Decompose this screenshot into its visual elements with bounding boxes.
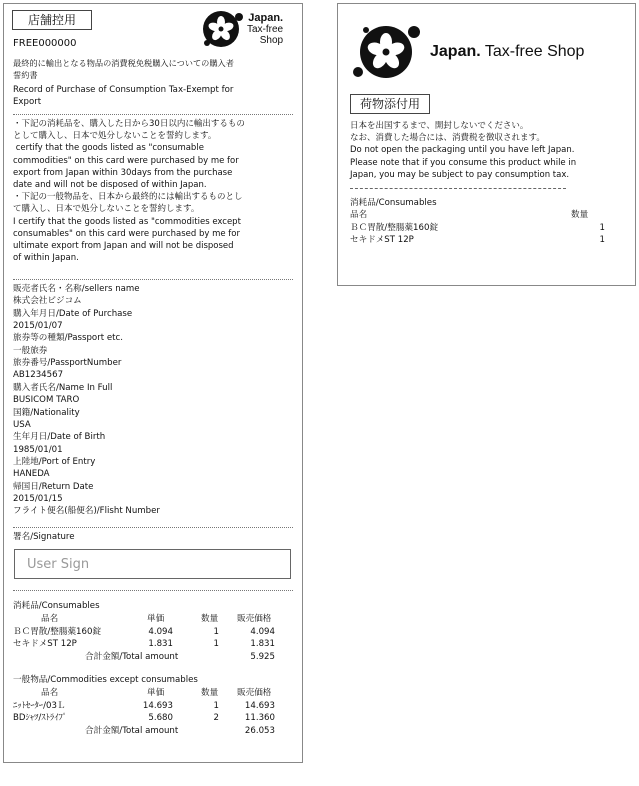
store-copy-label: 店舗控用	[12, 10, 92, 30]
item-name: ＢＣ胃散/整腸薬160錠	[13, 626, 102, 637]
quantity: 2	[213, 713, 219, 724]
total-label: 合計金額/Total amount	[85, 651, 179, 662]
parcel-label: 荷物添付用	[350, 94, 430, 114]
info-label: 販売者氏名・名称/sellers name	[13, 284, 140, 294]
unit-price: 4.094	[148, 626, 173, 637]
title-japanese: 最終的に輸出となる物品の消費税免税購入についての購入者 誓約書	[13, 58, 234, 81]
info-value: 一般旅券	[13, 345, 48, 356]
item-name: BDｼｬﾂ/ｽﾄﾗｲﾌﾟ	[13, 713, 68, 724]
column-header: 数量	[201, 688, 219, 698]
column-header: 品名	[41, 614, 59, 624]
quantity: 1	[213, 639, 219, 650]
separator	[13, 527, 293, 528]
item-name: ＢＣ胃散/整腸薬160錠	[350, 222, 439, 233]
info-label: 購入年月日/Date of Purchase	[13, 308, 133, 319]
total-label: 合計金額/Total amount	[85, 725, 179, 736]
info-label: 旅券等の種類/Passport etc.	[13, 333, 123, 344]
column-header: 品名	[350, 210, 368, 220]
info-label: 上陸地/Port of Entry	[13, 456, 96, 467]
item-name: ﾆｯﾄｾｰﾀｰ/03Ｌ	[13, 700, 66, 711]
signature-label: 署名/Signature	[13, 532, 75, 542]
unit-price: 5.680	[148, 713, 173, 724]
column-header: 単価	[147, 614, 165, 624]
total-amount: 26.053	[244, 725, 275, 736]
table-row	[13, 700, 275, 713]
sakura-logo-icon	[201, 9, 245, 49]
consumables-table	[13, 613, 275, 663]
column-header: 数量	[201, 614, 219, 624]
sale-price: 11.360	[244, 713, 275, 724]
title-english: Record of Purchase of Consumption Tax-Exempt for Export	[13, 85, 234, 108]
info-value: BUSICOM TARO	[13, 395, 80, 406]
info-label: 帰国日/Return Date	[13, 481, 94, 492]
tax-free-logo	[350, 22, 584, 82]
table-header	[350, 209, 605, 222]
consumables-heading: 消耗品/Consumables	[13, 601, 100, 611]
info-label: 購入者氏名/Name In Full	[13, 382, 113, 393]
info-value: AB1234567	[13, 370, 64, 381]
info-label: 国籍/Nationality	[13, 407, 80, 418]
sale-price: 4.094	[250, 626, 275, 637]
logo-taxfree-text: Tax-free Shop	[484, 43, 585, 60]
parcel-notice: 日本を出国するまで、開封しないでください。 なお、消費した場合には、消費税を徴収されます。 Do not open the packaging until you have left Japan. Please note that if you consume this product while in Japan, you may be subject to pay consumption tax.	[350, 121, 577, 180]
pledge-text: ・下記の消耗品を、購入した日から30日以内に輸出するもの として購入し、日本で処分しないことを誓約します。 certify that the goods listed as "consumable commodities" on this card were purchased by me for export from Japan within 30days from the purchase date and will not be disposed of within Japan. ・下記の一般物品を、日本から最終的には輸出するものとし て購入し、日本で処分しないことを誓約します。 I certify that the goods listed as "commodities except consumables" on this card were purchased by me for ultimate export from Japan and will not be disposed of within Japan.	[13, 119, 245, 264]
sale-price: 14.693	[244, 700, 275, 711]
info-value: 2015/01/15	[13, 493, 63, 504]
info-value: 1985/01/01	[13, 444, 63, 455]
info-value: 2015/01/07	[13, 321, 63, 332]
table-row	[350, 222, 605, 235]
column-header: 販売価格	[237, 614, 272, 624]
info-label: 生年月日/Date of Birth	[13, 432, 106, 443]
table-header	[13, 687, 275, 700]
logo-taxfree-text: Tax-free	[247, 24, 284, 35]
item-name: セキドメST 12P	[13, 639, 77, 650]
item-name: セキドメST 12P	[350, 235, 414, 246]
store-copy-card	[3, 3, 303, 763]
parcel-consumables-heading: 消耗品/Consumables	[350, 198, 437, 208]
table-row	[13, 626, 275, 639]
sakura-logo-icon	[350, 22, 426, 82]
separator	[13, 114, 293, 115]
signature-placeholder: User Sign	[27, 557, 90, 572]
column-header: 品名	[41, 688, 59, 698]
info-label: フライト便名(船便名)/Flisht Number	[13, 506, 160, 517]
quantity: 1	[599, 222, 605, 233]
table-row	[13, 638, 275, 651]
separator	[350, 188, 566, 189]
column-header: 販売価格	[237, 688, 272, 698]
table-row	[350, 234, 605, 247]
sale-price: 1.831	[250, 639, 275, 650]
quantity: 1	[213, 626, 219, 637]
logo-shop-text: Shop	[259, 35, 284, 46]
unit-price: 1.831	[148, 639, 173, 650]
tax-free-logo	[201, 9, 283, 49]
separator	[13, 590, 293, 591]
record-id: FREE000000	[13, 38, 77, 49]
unit-price: 14.693	[142, 700, 173, 711]
total-amount: 5.925	[250, 651, 275, 662]
table-header	[13, 613, 275, 626]
info-value: 株式会社ビジコム	[13, 296, 82, 307]
info-value: USA	[13, 419, 31, 430]
table-row	[13, 712, 275, 725]
general-heading: 一般物品/Commodities except consumables	[13, 675, 198, 685]
total-row	[13, 725, 275, 738]
total-row	[13, 651, 275, 664]
separator	[13, 279, 293, 280]
quantity: 1	[213, 700, 219, 711]
quantity: 1	[599, 235, 605, 246]
logo-japan-text: Japan.	[430, 43, 481, 60]
parcel-attachment-card	[337, 3, 636, 286]
column-header: 単価	[147, 688, 165, 698]
signature-field[interactable]	[14, 549, 291, 579]
info-label: 旅券番号/PassportNumber	[13, 358, 122, 369]
general-table	[13, 687, 275, 737]
info-value: HANEDA	[13, 469, 50, 480]
logo-japan-text: Japan.	[248, 12, 284, 24]
parcel-items-table	[350, 209, 605, 247]
column-header: 数量	[571, 210, 589, 220]
